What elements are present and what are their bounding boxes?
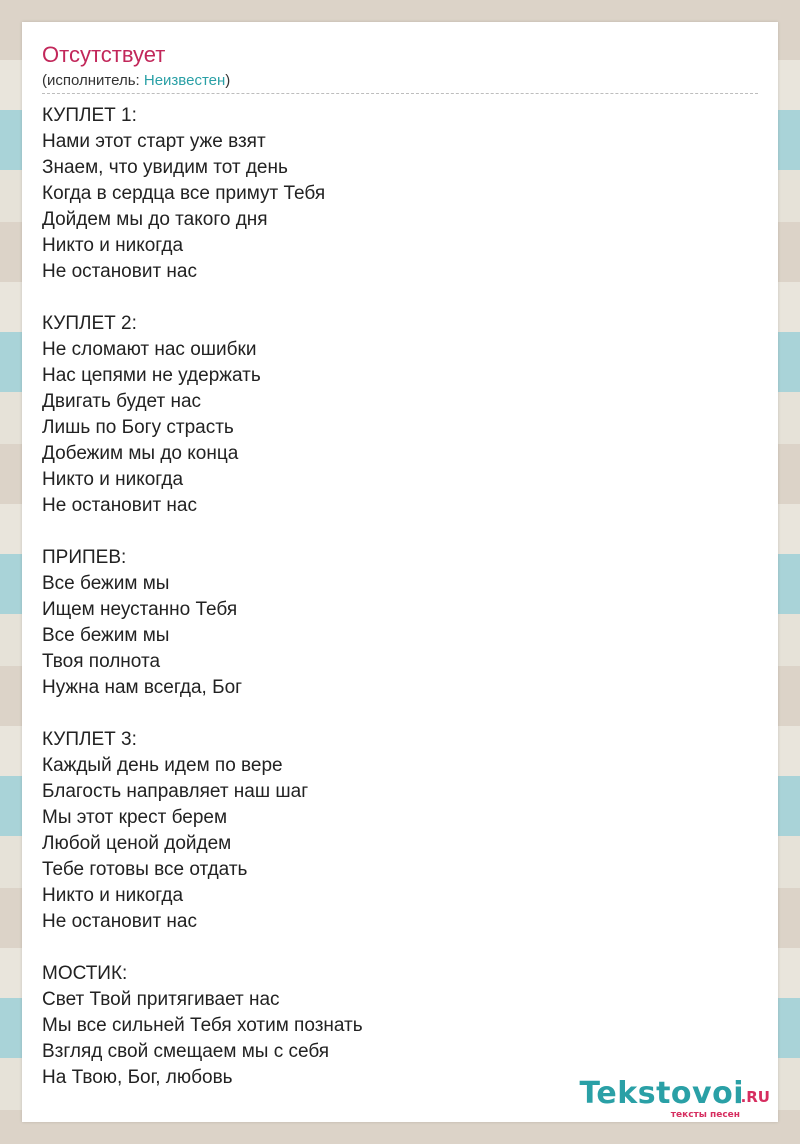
lyric-line: МОСТИК:: [42, 963, 128, 984]
lyric-blank-line: [42, 701, 742, 727]
lyric-line: Двигать будет нас: [42, 391, 202, 412]
lyrics-body: [42, 103, 742, 1091]
lyric-blank-line: [42, 285, 742, 311]
lyric-line: Никто и никогда: [42, 235, 184, 256]
lyric-line: Когда в сердца все примут Тебя: [42, 183, 326, 204]
lyrics-card: [22, 22, 778, 1122]
lyric-line: Никто и никогда: [42, 469, 184, 490]
lyric-line: Все бежим мы: [42, 573, 170, 594]
lyric-line: Благость направляет наш шаг: [42, 781, 309, 802]
artist-line: [42, 72, 230, 89]
lyric-line: ПРИПЕВ:: [42, 547, 127, 568]
lyric-line: Все бежим мы: [42, 625, 170, 646]
lyric-line: Твоя полнота: [42, 651, 161, 672]
artist-link[interactable]: Неизвестен: [143, 72, 226, 89]
lyric-line: Нас цепями не удержать: [42, 365, 261, 386]
artist-suffix: ): [225, 72, 231, 89]
lyric-line: Нами этот старт уже взят: [42, 131, 266, 152]
lyric-line: Любой ценой дойдем: [42, 833, 232, 854]
artist-prefix: (исполнитель:: [42, 72, 144, 89]
lyric-line: Не остановит нас: [42, 911, 197, 932]
lyric-line: Добежим мы до конца: [42, 443, 239, 464]
lyric-blank-line: [42, 935, 742, 961]
lyric-line: Лишь по Богу страсть: [42, 417, 234, 438]
logo-name: Tekstovoi: [579, 1076, 744, 1111]
lyric-line: Свет Твой притягивает нас: [42, 989, 280, 1010]
lyric-line: Мы все сильней Тебя хотим познать: [42, 1015, 363, 1036]
lyric-line: КУПЛЕТ 2:: [42, 313, 137, 334]
dashed-divider: [42, 93, 758, 94]
lyric-line: Нужна нам всегда, Бог: [42, 677, 243, 698]
lyric-blank-line: [42, 519, 742, 545]
lyric-line: Каждый день идем по вере: [42, 755, 283, 776]
logo-tagline: тексты песен: [670, 1110, 740, 1120]
lyric-line: Не остановит нас: [42, 495, 197, 516]
lyric-line: Тебе готовы все отдать: [42, 859, 248, 880]
logo-tld: .RU: [740, 1088, 770, 1106]
lyric-line: Никто и никогда: [42, 885, 184, 906]
lyric-line: Не остановит нас: [42, 261, 197, 282]
lyric-line: Взгляд свой смещаем мы с себя: [42, 1041, 330, 1062]
lyric-line: Знаем, что увидим тот день: [42, 157, 288, 178]
lyric-line: КУПЛЕТ 1:: [42, 105, 137, 126]
lyric-line: Мы этот крест берем: [42, 807, 228, 828]
lyric-line: КУПЛЕТ 3:: [42, 729, 137, 750]
lyric-line: На Твою, Бог, любовь: [42, 1067, 233, 1088]
song-title: Отсутствует: [42, 42, 166, 67]
lyric-line: Дойдем мы до такого дня: [42, 209, 268, 230]
lyric-line: Не сломают нас ошибки: [42, 339, 257, 360]
lyric-line: Ищем неустанно Тебя: [42, 599, 238, 620]
site-logo[interactable]: [568, 1076, 774, 1120]
